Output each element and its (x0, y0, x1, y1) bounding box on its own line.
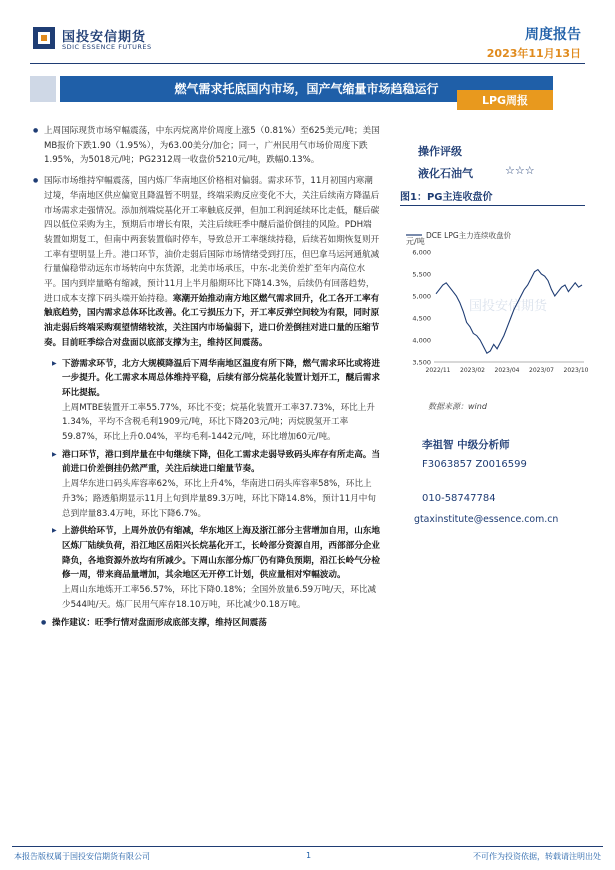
figure-divider (400, 205, 585, 206)
analyst-name: 李祖智 中级分析师 (422, 439, 510, 451)
y-axis-unit-label: 元/吨 (406, 237, 425, 246)
header-divider (30, 63, 585, 64)
x-tick-label: 2023/07 (529, 367, 554, 374)
figure-source: 数据来源：wind (428, 402, 487, 411)
summary-paragraph: ● 上周国际现货市场窄幅震荡，中东丙烷离岸价周度上涨5（0.81%）至625美元/吨；美国MB报价下跌1.90（1.95%），为63.00美分/加仑；同一，广州民用气市场价周度下跌1.95%，为5018元/吨；PG2312周一收盘价5210元/吨，跌幅0.13%。 (36, 124, 380, 168)
rating-stars-icon: ☆☆☆ (505, 164, 535, 177)
list-item-supply (52, 524, 380, 612)
report-type: 周度报告 (525, 27, 581, 43)
analysis-text: 国际市场维持窄幅震荡，国内炼厂华南地区价格相对偏弱。需求环节，11月初国内寒潮过境，华南地区供应偏宽且降温暂不明显，终端采购反应变化不大，关注后续南方降温后市场需求走强情况。添加剂端烷基化开工率触底反弹，但加工利润延续环比走低，醚后碳四以低位采购为主，预期后市增长有限，关注后续旺季中醚后溢价倒挂的风险。PDH端装置如期复工，但南中两套装置临时停车，导致总开工率继续持稳，后续若如期恢复则开工率有望明显上升。港口环节，油价走弱后国际市场情绪受到打压，但巴拿马运河通航减行量偏稳带动远东市场转向中东货源，北美市场承压，中东-北美价差扩至年内高位水平。国内到岸量略有缩减，预计11月上半月船期环比下降14.3%，后续仍有回落趋势，进口成本支撑下码头端开始持稳。 (44, 176, 380, 304)
rating-product: 液化石油气 (418, 167, 473, 180)
footer-divider (12, 846, 603, 847)
rating-title: 操作评级 (418, 145, 462, 158)
analyst-phone: 010-58747784 (422, 493, 496, 504)
analysis-paragraph (36, 174, 380, 350)
figure-title: 图1：PG主连收盘价 (400, 192, 493, 203)
chart-watermark: 国投安信期货 (468, 299, 548, 314)
price-line-chart (400, 212, 590, 387)
main-text-column (36, 124, 380, 636)
analyst-email[interactable]: gtaxinstitute@essence.com.cn (414, 514, 559, 525)
x-tick-label: 2023/02 (460, 367, 485, 374)
footer-disclaimer: 不可作为投资依据，转载请注明出处 (473, 852, 601, 861)
list-item-port (52, 448, 380, 522)
demand-lead: 下游需求环节，北方大规模降温后下周华南地区温度有所下降，燃气需求环比或将进一步提升。化工需求本周总体维持平稳，后续有部分烷基化装置计划开工，醚后需求环比提振。 (62, 358, 380, 398)
footer-copyright: 本报告版权属于国投安信期货有限公司 (14, 852, 150, 861)
y-tick-label: 6,000 (412, 248, 431, 257)
report-tag: LPG周报 (481, 94, 529, 107)
demand-detail: 上周MTBE装置开工率55.77%，环比不变；烷基化装置开工率37.73%，环比上升1.34%，平均不含税毛利1909元/吨，环比下降203元/吨；丙烷脱氢开工率59.87%，环比上升0.04%，平均毛利-1442元/吨，环比增加60元/吨。 (62, 402, 375, 443)
company-name: 国投安信期货 (62, 30, 147, 45)
report-title: 燃气需求托底国内市场，国产气缩量市场趋稳运行 (174, 82, 439, 96)
title-accent-block (30, 76, 56, 102)
list-item-demand (52, 357, 380, 445)
analysis-conclusion: 寒潮开始推动南方地区燃气需求回升，化工各开工率有触底趋势，国内需求总体环比改善。化工亏损压力下，开工率反弹空间较为有限，同时原油走弱后终端采购观望情绪较浓，关注国内市场偏弱下，进口价差倒挂对进口量的压缩节奏。目前旺季综合对盘面以底部支撑为主，维持区间震荡。 (44, 293, 380, 348)
page-number: 1 (306, 851, 312, 860)
report-tag-bar (457, 90, 553, 110)
company-logo-icon (32, 26, 56, 50)
supply-lead: 上游供给环节，上周外放仍有缩减，华东地区上海及浙江部分主营增加自用，山东地区炼厂陆续负荷，沿江地区岳阳兴长烷基化开工，长岭部分资源自用，西部部分企业降负，各地资源外放均有所减少。下周山东部分炼厂仍有降负预期，沿江长岭气分检修一周，带来商品量增加，其余地区无开停工计划，供应量相对窄幅波动。 (62, 526, 380, 581)
supply-detail: 上周山东地炼开工率56.57%，环比下降0.18%；全国外放量6.59万吨/天，环比减少544吨/天。炼厂民用气库存18.10万吨，环比减少0.18万吨。 (62, 585, 377, 610)
x-tick-label: 2023/10 (563, 367, 589, 374)
x-tick-label: 2023/04 (494, 367, 520, 374)
y-tick-label: 4,000 (412, 336, 431, 345)
y-tick-label: 5,500 (412, 270, 431, 279)
y-tick-label: 4,500 (412, 314, 431, 323)
analyst-cert: F3063857 Z0016599 (422, 459, 527, 470)
report-date: 2023年11月13日 (486, 47, 581, 60)
port-detail: 上周华东进口码头库容率62%，环比上升4%，华南进口码头库容率58%，环比上升3%；路透船期显示11月上旬到岸量89.3万吨，环比下降14.8%，预计11月中旬总到岸量83.4万吨，环比下降6.7%。 (62, 479, 376, 519)
segment-list (52, 357, 380, 613)
company-name-en: SDIC ESSENCE FUTURES (62, 43, 152, 51)
legend-label: DCE LPG主力连续收盘价 (426, 231, 512, 240)
x-tick-label: 2022/11 (425, 367, 451, 374)
port-lead: 港口环节，港口到岸量在中旬继续下降，但化工需求走弱导致码头库存有所走高。当前进口价差倒挂仍然严重，关注后续进口缩量节奏。 (62, 449, 380, 475)
operation-suggestion: ● 操作建议：旺季行情对盘面形成底部支撑，维持区间震荡 (44, 616, 380, 631)
y-tick-label: 3,500 (412, 358, 431, 367)
y-tick-label: 5,000 (412, 292, 431, 301)
